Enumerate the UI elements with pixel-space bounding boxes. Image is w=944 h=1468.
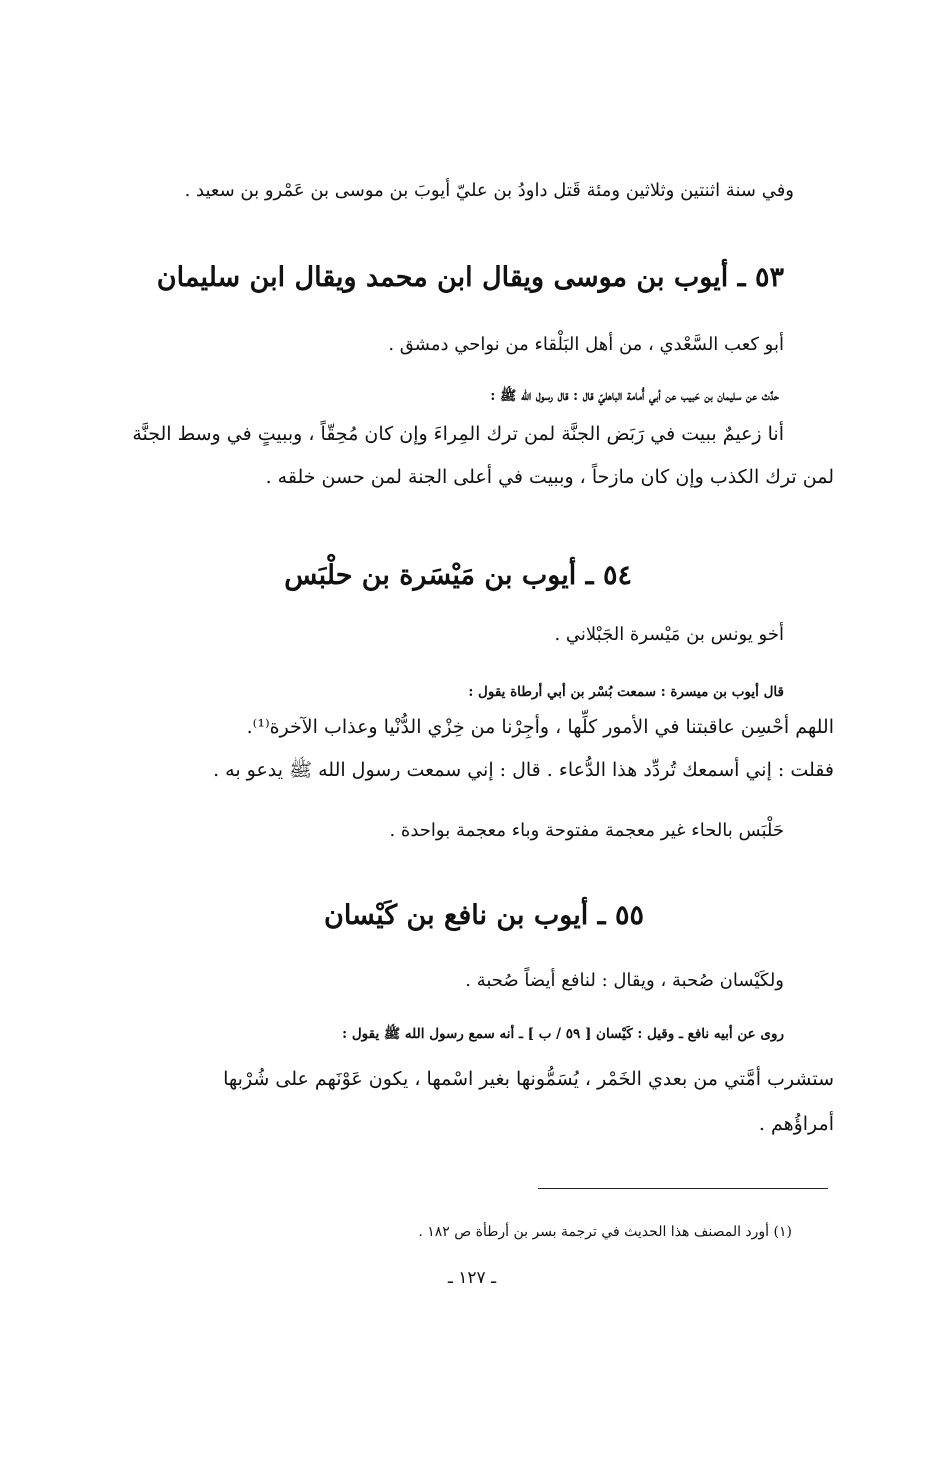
entry-53-isnad: حدَّث عن سليمان بن حَبيب عن أبي أُمامة الباهليّ قال : قال رسول الله ﷺ : (490, 388, 779, 404)
entry-54-text-line-2: فقلت : إني أسمعك تُردِّد هذا الدُّعاء . قال : إني سمعت رسول الله ﷺ يدعو به . (213, 759, 834, 781)
entry-53-text-line-2: لمن ترك الكذب وإن كان مازحاً ، وببيت في أعلى الجنة لمن حسن خلقه . (265, 466, 834, 488)
page-number: ـ ١٢٧ ـ (447, 1268, 497, 1288)
entry-54-spelling-note: حَلْبَس بالحاء غير معجمة مفتوحة وباء معجمة بواحدة . (389, 820, 784, 841)
entry-54-text-line-1: اللهم أحْسِن عاقبتنا في الأمور كلِّها ، وأجِرْنا من خِزْي الدُّنْيا وعذاب الآخرة⁽¹⁾. (246, 716, 834, 738)
entry-55-text-line-2: أمراؤُهم . (758, 1113, 834, 1135)
footnote: (١) أورد المصنف هذا الحديث في ترجمة بسر بن أرطأة ص ١٨٢ . (418, 1224, 792, 1240)
entry-54-subtitle: أخو يونس بن مَيْسرة الجَبْلاني . (554, 624, 784, 645)
entry-53-text-line-1: أنا زعيمٌ ببيت في رَبَض الجنَّة لمن ترك المِراءَ وإن كان مُحِقّاً ، وببيتٍ في وسط الجنَّة (132, 423, 784, 445)
footnote-divider (538, 1188, 828, 1189)
entry-55-subtitle: ولكَيْسان صُحبة ، ويقال : لنافع أيضاً صُحبة . (465, 970, 784, 991)
entry-55-isnad: روى عن أبيه نافع ـ وقيل : كَيْسان [ ٥٩ / ب ] ـ أنه سمع رسول الله ﷺ يقول : (342, 1026, 784, 1042)
entry-55-text-line-1: ستشرب أمَّتي من بعدي الخَمْر ، يُسَمُّونها بغير اسْمها ، يكون عَوْنَهم على شُرْبها (223, 1068, 834, 1090)
entry-54-heading: ٥٤ ـ أيوب بن مَيْسَرة بن حلْبَس (284, 560, 632, 591)
entry-55-heading: ٥٥ ـ أيوب بن نافع بن كَيْسان (323, 900, 644, 931)
intro-line: وفي سنة اثنتين وثلاثين ومئة قَتل داودُ بن عليّ أيوبَ بن موسى بن عَمْرو بن سعيد . (184, 180, 794, 201)
entry-54-isnad: قال أيوب بن ميسرة : سمعت بُسْر بن أبي أرطاة يقول : (468, 684, 784, 700)
entry-53-heading: ٥٣ ـ أيوب بن موسى ويقال ابن محمد ويقال ابن سليمان (156, 262, 784, 293)
entry-53-subtitle: أبو كعب السَّعْدي ، من أهل البَلْقاء من نواحي دمشق . (388, 334, 784, 355)
